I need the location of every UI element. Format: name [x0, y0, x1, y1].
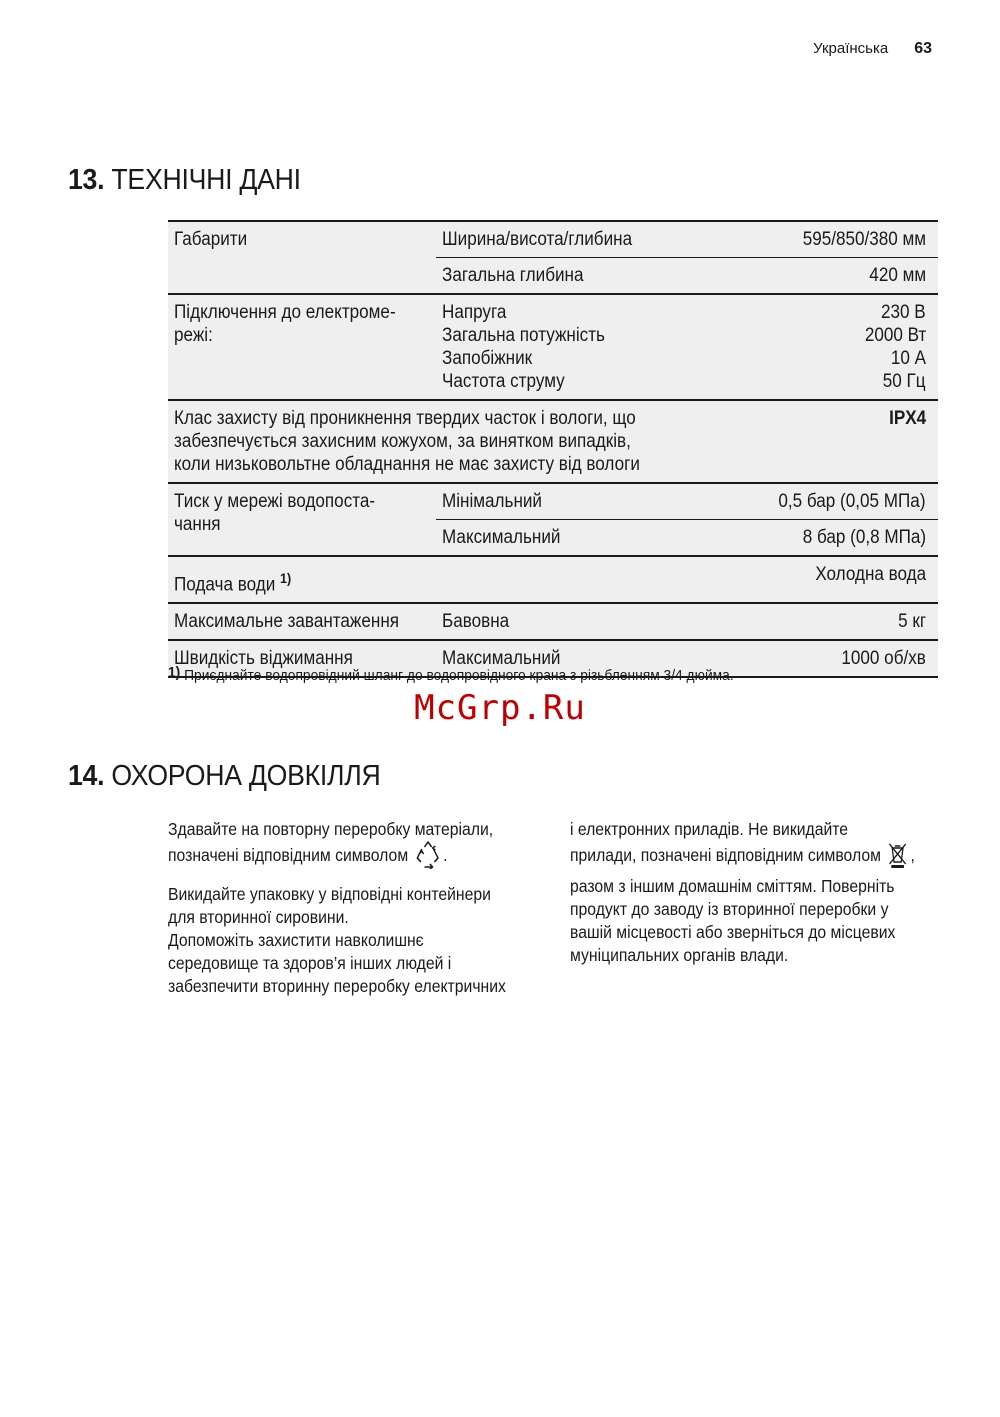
watermark: McGrp.Ru [414, 688, 586, 728]
elec-freq-param: Частота струму [442, 371, 565, 392]
text-line: муніципальних органів влади. [570, 945, 789, 965]
punctuation: . [443, 845, 448, 865]
text-line: позначені відповідним символом [168, 845, 409, 865]
dims-total-value-cell [756, 258, 938, 295]
section-14-number: 14. [68, 760, 105, 792]
load-label-cell [168, 603, 436, 640]
elec-label-cell [168, 294, 436, 400]
dims-wdh-value: 595/850/380 мм [802, 229, 926, 250]
dims-total-value: 420 мм [869, 265, 926, 286]
section-13-number: 13. [68, 164, 105, 196]
crossed-out-bin-icon [887, 841, 909, 875]
footnote-mark: 1) [168, 664, 181, 681]
text-line: для вторинної сировини. [168, 907, 349, 927]
text-line-with-icon [168, 841, 501, 875]
text-line: і електронних приладів. Не викидайте [570, 819, 849, 839]
elec-voltage-value: 230 В [881, 302, 926, 323]
load-label: Максимальне завантаження [174, 611, 400, 633]
table-row [168, 603, 938, 640]
text-line: Здавайте на повторну переробку матеріали, [168, 819, 494, 839]
footnote-content [168, 664, 734, 684]
supply-value: Холодна вода [815, 564, 926, 585]
section-13-heading: ТЕХНІЧНІ ДАНІ [111, 164, 301, 196]
elec-label-line: Підключення до електроме- [174, 302, 396, 323]
spin-value-cell [756, 640, 938, 677]
table-row [168, 483, 938, 520]
elec-fuse-param: Запобіжник [442, 348, 533, 369]
environment-right-column [570, 818, 940, 975]
ip-text-line: Клас захисту від проникнення твердих часток і вологи, що [174, 408, 636, 429]
pressure-max-param: Максимальний [442, 527, 561, 548]
recycle-icon [414, 841, 441, 875]
elec-freq-value: 50 Гц [883, 371, 926, 392]
dims-label-cell [168, 221, 436, 294]
ip-text-cell [168, 400, 756, 483]
pressure-min-value-cell [756, 483, 938, 520]
text-line: вашій місцевості або зверніться до місцевих [570, 922, 896, 942]
text-line: середовище та здоров’я інших людей і [168, 953, 452, 973]
ip-value-cell [756, 400, 938, 483]
pressure-min-param: Мінімальний [442, 491, 543, 512]
elec-label-line: режі: [174, 325, 213, 346]
supply-value-cell [756, 556, 938, 603]
pressure-label-line: чання [174, 514, 221, 535]
text-line: Викидайте упаковку у відповідні контейнери [168, 884, 491, 904]
pressure-max-param-cell [436, 520, 756, 557]
pressure-max-value-cell [756, 520, 938, 557]
table-footnote [168, 664, 783, 684]
supply-footnote-mark: 1) [280, 570, 292, 586]
punctuation: , [910, 845, 915, 865]
elec-params-cell [436, 294, 756, 400]
spin-label: Швидкість віджимання [174, 648, 353, 670]
page-number: 63 [914, 40, 932, 57]
dims-total-param-cell [436, 258, 756, 295]
supply-empty-cell [436, 556, 756, 603]
pressure-min-param-cell [436, 483, 756, 520]
ip-text-line: забезпечується захисним кожухом, за винятком випадків, [174, 431, 631, 452]
pressure-label-cell [168, 483, 436, 556]
dims-wdh-param: Ширина/висота/глибина [442, 229, 633, 250]
pressure-min-value: 0,5 бар (0,05 МПа) [778, 491, 926, 512]
table-row [168, 221, 938, 258]
environment-left-column [168, 818, 538, 1006]
dims-wdh-value-cell [756, 221, 938, 258]
load-value: 5 кг [898, 611, 926, 633]
technical-data-table [168, 220, 938, 678]
elec-power-param: Загальна потужність [442, 325, 605, 346]
pressure-max-value: 8 бар (0,8 МПа) [802, 527, 926, 548]
table-row [168, 294, 938, 400]
elec-power-value: 2000 Вт [864, 325, 926, 346]
text-line: продукт до заводу із вторинної переробки у [570, 899, 889, 919]
load-param-cell [436, 603, 756, 640]
text-line: забезпечити вторинну переробку електричних [168, 976, 506, 996]
text-line: прилади, позначені відповідним символом [570, 845, 881, 865]
text-line: разом з іншим домашнім сміттям. Поверніть [570, 876, 895, 896]
page-header [813, 40, 932, 58]
paragraph [168, 883, 538, 929]
section-13-title [68, 164, 301, 197]
table-row [168, 556, 938, 603]
supply-label [174, 567, 291, 596]
elec-values-cell [756, 294, 938, 400]
ip-value: IPX4 [888, 408, 926, 429]
table-row [168, 400, 938, 483]
paragraph [168, 818, 538, 875]
text-line-with-icon [570, 841, 915, 875]
ip-text-line: коли низьковольтне обладнання не має захисту від вологи [174, 454, 640, 475]
pressure-label-line: Тиск у мережі водопоста- [174, 491, 376, 512]
load-param: Бавовна [442, 611, 510, 633]
supply-label-cell [168, 556, 436, 603]
paragraph [570, 818, 940, 967]
elec-voltage-param: Напруга [442, 302, 507, 323]
paragraph [168, 929, 538, 998]
load-value-cell [756, 603, 938, 640]
header-language: Українська [813, 40, 889, 57]
supply-label-text: Подача води [174, 574, 276, 596]
spin-param: Максимальний [442, 648, 561, 670]
section-14-title [68, 760, 381, 793]
dims-label: Габарити [174, 229, 248, 250]
dims-wdh-param-cell [436, 221, 756, 258]
text-line: Допоможіть захистити навколишнє [168, 930, 424, 950]
elec-fuse-value: 10 А [890, 348, 926, 369]
spin-value: 1000 об/хв [841, 648, 926, 670]
footnote-text: Приєднайте водопровідний шланг до водопровідного крана з різьбленням 3/4 дюйма. [184, 667, 734, 684]
dims-total-param: Загальна глибина [442, 265, 584, 286]
section-14-heading: ОХОРОНА ДОВКІЛЛЯ [111, 760, 381, 792]
